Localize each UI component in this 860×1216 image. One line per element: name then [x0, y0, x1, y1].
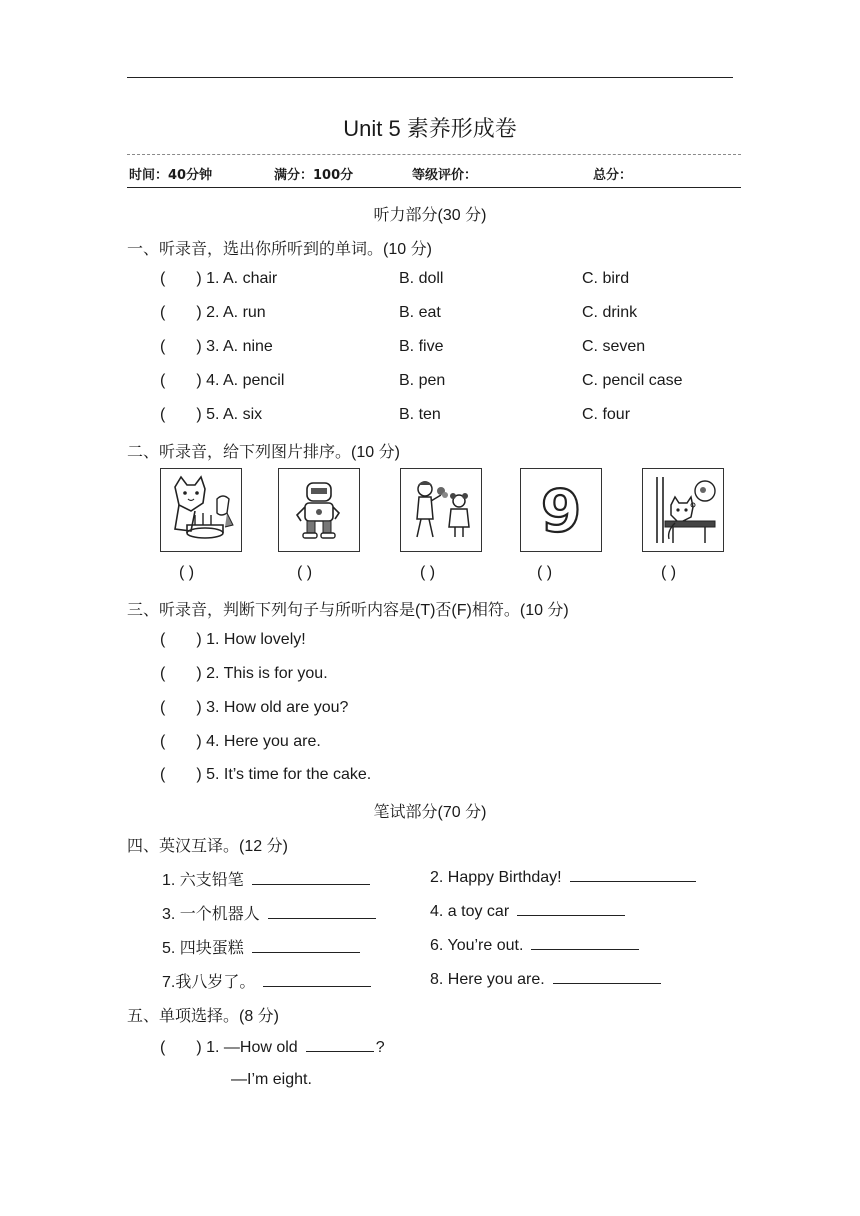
question-end: ? — [375, 1039, 385, 1056]
answer-paren: ( — [160, 406, 166, 423]
option-b: B. five — [399, 338, 444, 355]
question-stem: ) 2. A. run — [196, 304, 266, 321]
picture-1-answer-paren[interactable]: ( ) — [179, 564, 195, 581]
option-c: C. drink — [582, 304, 638, 321]
answer-paren: ( — [160, 1039, 166, 1056]
picture-3-answer-paren[interactable]: ( ) — [420, 564, 436, 581]
answer-paren: ( — [160, 270, 166, 287]
translation-prompt: 5. 四块蛋糕 — [162, 940, 244, 957]
list-item — [160, 270, 277, 288]
answer-paren: ( — [160, 665, 166, 682]
answer-paren: ( — [160, 699, 166, 716]
answer-paren: ( — [160, 733, 166, 750]
translation-item-7 — [162, 969, 371, 992]
answer-paren: ( — [160, 338, 166, 355]
answer-paren: ( — [160, 766, 166, 783]
question-stem: ) 1. A. chair — [196, 270, 278, 287]
answer-blank[interactable] — [263, 972, 371, 987]
option-c: C. pencil case — [582, 372, 683, 389]
translation-prompt: 7.我八岁了。 — [162, 974, 256, 991]
question-stem: ) 3. A. nine — [196, 338, 273, 355]
translation-prompt: 3. 一个机器人 — [162, 906, 260, 923]
answer-paren: ( — [160, 631, 166, 648]
list-item — [160, 766, 371, 784]
translation-prompt: 1. 六支铅笔 — [162, 872, 244, 889]
page-title: Unit 5 素养形成卷 — [343, 116, 517, 141]
answer-blank[interactable] — [268, 904, 376, 919]
translation-item-8 — [430, 969, 661, 989]
answer-blank[interactable] — [252, 938, 360, 953]
translation-item-1 — [162, 867, 370, 890]
sentence: ) 4. Here you are. — [196, 733, 321, 750]
picture-4-answer-paren[interactable]: ( ) — [537, 564, 553, 581]
writing-heading: 笔试部分(70 分) — [373, 804, 487, 821]
answer-blank[interactable] — [531, 935, 639, 950]
translation-item-3 — [162, 901, 376, 924]
translation-prompt: 2. Happy Birthday! — [430, 869, 562, 886]
section-2-title: 二、听录音，给下列图片排序。(10 分) — [127, 444, 400, 461]
answer-paren: ( — [160, 304, 166, 321]
answer-paren: ( — [160, 372, 166, 389]
full-score-label: 满分：100分 — [274, 168, 354, 183]
choice-item-1-answer: —I’m eight. — [231, 1071, 312, 1088]
number-nine-glyph: 9 — [540, 477, 582, 545]
time-label: 时间：40分钟 — [129, 168, 213, 183]
question-stem: ) 1. —How old — [196, 1039, 298, 1056]
list-item — [160, 665, 328, 683]
translation-item-4 — [430, 901, 625, 921]
list-item — [160, 406, 262, 424]
sentence: ) 2. This is for you. — [196, 665, 328, 682]
children-flowers-icon — [400, 468, 482, 552]
list-item — [160, 372, 284, 390]
total-label: 总分： — [593, 168, 633, 183]
answer-blank[interactable] — [252, 870, 370, 885]
option-b: B. doll — [399, 270, 444, 287]
answer-blank[interactable] — [553, 969, 661, 984]
choice-item-1 — [160, 1037, 385, 1057]
question-stem: ) 4. A. pencil — [196, 372, 285, 389]
section-1-title: 一、听录音，选出你所听到的单词。(10 分) — [127, 241, 432, 258]
list-item — [160, 631, 306, 649]
answer-blank[interactable] — [517, 901, 625, 916]
sentence: ) 1. How lovely! — [196, 631, 306, 648]
number-nine-icon — [520, 468, 602, 552]
translation-prompt: 6. You’re out. — [430, 937, 524, 954]
list-item — [160, 304, 266, 322]
translation-item-2 — [430, 867, 696, 887]
answer-blank[interactable] — [570, 867, 696, 882]
list-item — [160, 733, 321, 751]
picture-5-answer-paren[interactable]: ( ) — [661, 564, 677, 581]
option-c: C. four — [582, 406, 631, 423]
translation-item-6 — [430, 935, 639, 955]
translation-item-5 — [162, 935, 360, 958]
translation-prompt: 4. a toy car — [430, 903, 510, 920]
translation-prompt: 8. Here you are. — [430, 971, 545, 988]
sentence: ) 3. How old are you? — [196, 699, 349, 716]
list-item — [160, 338, 273, 356]
top-rule — [127, 77, 733, 78]
option-c: C. seven — [582, 338, 646, 355]
sentence: ) 5. It’s time for the cake. — [196, 766, 372, 783]
option-b: B. ten — [399, 406, 441, 423]
section-5-title: 五、单项选择。(8 分) — [127, 1008, 280, 1025]
listening-heading: 听力部分(30 分) — [373, 207, 487, 224]
cat-thinking-icon — [642, 468, 724, 552]
info-bar-top-border — [127, 154, 741, 155]
robot-icon — [278, 468, 360, 552]
option-b: B. eat — [399, 304, 441, 321]
grade-label: 等级评价： — [412, 168, 478, 183]
section-3-title: 三、听录音，判断下列句子与所听内容是(T)否(F)相符。(10 分) — [127, 602, 569, 619]
answer-blank[interactable] — [306, 1037, 374, 1052]
section-4-title: 四、英汉互译。(12 分) — [127, 838, 288, 855]
picture-2-answer-paren[interactable]: ( ) — [297, 564, 313, 581]
list-item — [160, 699, 348, 717]
info-bar-bottom-border — [127, 187, 741, 188]
option-b: B. pen — [399, 372, 446, 389]
cat-birthday-cake-icon — [160, 468, 242, 552]
question-stem: ) 5. A. six — [196, 406, 263, 423]
option-c: C. bird — [582, 270, 630, 287]
